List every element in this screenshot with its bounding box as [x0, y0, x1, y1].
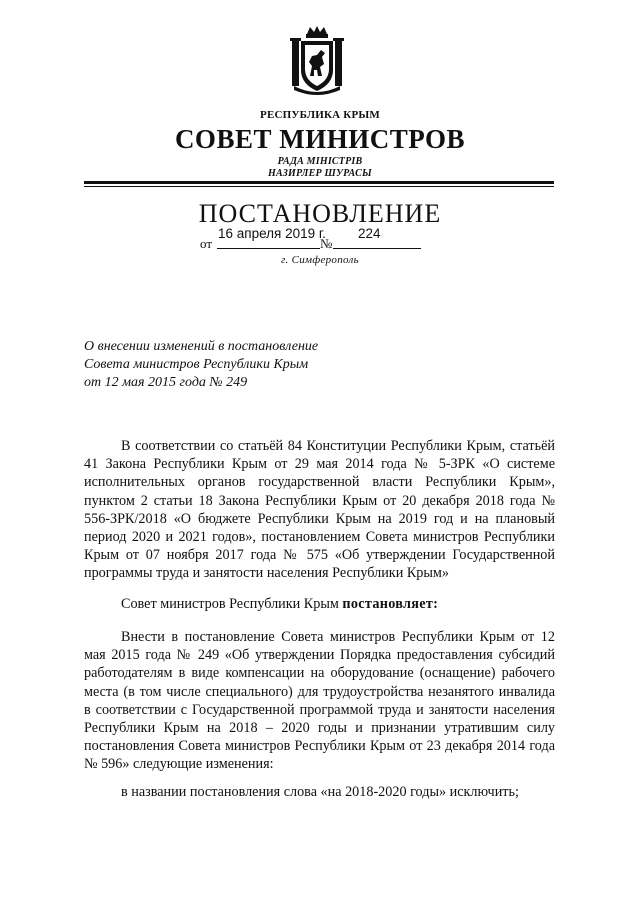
council-name-crimean-tatar: НАЗИРЛЕР ШУРАСЫ [268, 168, 372, 179]
document-date: 16 апреля 2019 г. [218, 226, 326, 241]
date-underline [217, 248, 320, 249]
number-sign: № [320, 236, 333, 251]
republic-name: РЕСПУБЛИКА КРЫМ [260, 109, 380, 121]
document-title: ПОСТАНОВЛЕНИЕ [198, 199, 442, 228]
date-number-line [200, 226, 422, 250]
amendment-paragraph: Внести в постановление Совета министров Республики Крым от 12 мая 2015 года № 249 «Об утверждении Порядка предоставления субсидий работодателям в виде компенсации на оборудование (оснащение) рабочего места (в том числе специального) для трудоустройства незанятого инвалида в соответствии с Государственной программой труда и занятости населения Республики Крым на 2018 – 2020 годы и признании утратившим силу постановления Совета министров Республики Крым от 23 декабря 2014 года № 596» следующие изменения: [84, 629, 555, 773]
resolution-text: Совет министров Республики Крым [121, 596, 343, 612]
preamble-paragraph: В соответствии со статьёй 84 Конституции Республики Крым, статьёй 41 Закона Республики Крым от 29 мая 2014 года № 5-ЗРК «О системе исполнительных органов государственной власти Республики Крым», пунктом 2 статьи 18 Закона Республики Крым от 20 декабря 2018 года № 556-ЗРК/2018 «О бюджете Республики Крым на 2019 год и на плановый период 2020 и 2021 годов», постановлением Совета министров Республики Крым от 07 ноября 2017 года № 575 «Об утверждении Государственной программы труда и занятости населения Республики Крым» [84, 438, 555, 582]
subject-line: О внесении изменений в постановление [84, 339, 319, 354]
resolution-paragraph [84, 595, 555, 613]
document-number: 224 [358, 226, 381, 241]
header-divider-thick [84, 181, 554, 184]
number-underline [333, 248, 421, 249]
crimea-coat-of-arms-icon [290, 26, 344, 96]
document-city: г. Симферополь [281, 254, 359, 266]
document-subject [84, 338, 384, 392]
date-prefix: от [200, 236, 213, 251]
header-divider-thin [84, 186, 554, 187]
subject-line: от 12 мая 2015 года № 249 [84, 375, 248, 390]
resolution-keyword: постановляет: [342, 596, 439, 612]
council-name: СОВЕТ МИНИСТРОВ [174, 124, 466, 154]
council-name-ukrainian: РАДА МІНІСТРІВ [277, 156, 363, 167]
subject-line: Совета министров Республики Крым [84, 357, 309, 372]
amendment-item: в названии постановления слова «на 2018-2020 годы» исключить; [121, 784, 519, 800]
